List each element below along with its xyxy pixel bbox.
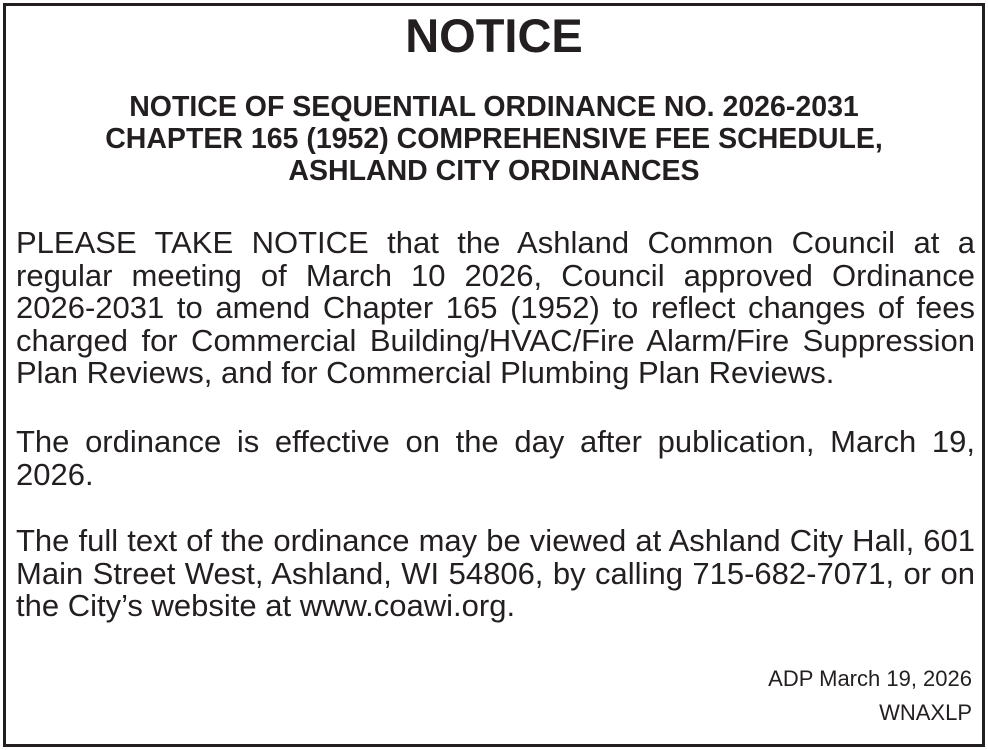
ordinance-heading-line: NOTICE OF SEQUENTIAL ORDINANCE NO. 2026-2031 — [129, 91, 859, 123]
notice-title: NOTICE — [405, 9, 583, 62]
ordinance-heading-line: ASHLAND CITY ORDINANCES — [288, 155, 700, 187]
notice-paragraph-full-text: The full text of the ordinance may be viewed at Ashland City Hall, 601 Main Street West, Ashland, WI 54806, by calling 715-682-7071, or on the City’s website at www.coawi.org. — [16, 523, 975, 623]
ordinance-heading-line: CHAPTER 165 (1952) COMPREHENSIVE FEE SCHEDULE, — [105, 123, 883, 155]
notice-paragraph-effective-date: The ordinance is effective on the day after publication, March 19, 2026. — [16, 424, 975, 492]
notice-paragraph-approval: PLEASE TAKE NOTICE that the Ashland Common Council at a regular meeting of March 10 2026, Council approved Ordinance 2026-2031 to amend Chapter 165 (1952) to reflect changes of fees charged for Commercial Building/HVAC/Fire Alarm/Fire Suppression Plan Reviews, and for Commercial Plumbing Plan Reviews. — [16, 225, 975, 390]
publication-footer — [768, 662, 972, 730]
ordinance-heading — [6, 91, 982, 187]
publication-date: ADP March 19, 2026 — [768, 666, 972, 691]
publication-code: WNAXLP — [879, 700, 972, 725]
notice-box — [3, 3, 985, 747]
